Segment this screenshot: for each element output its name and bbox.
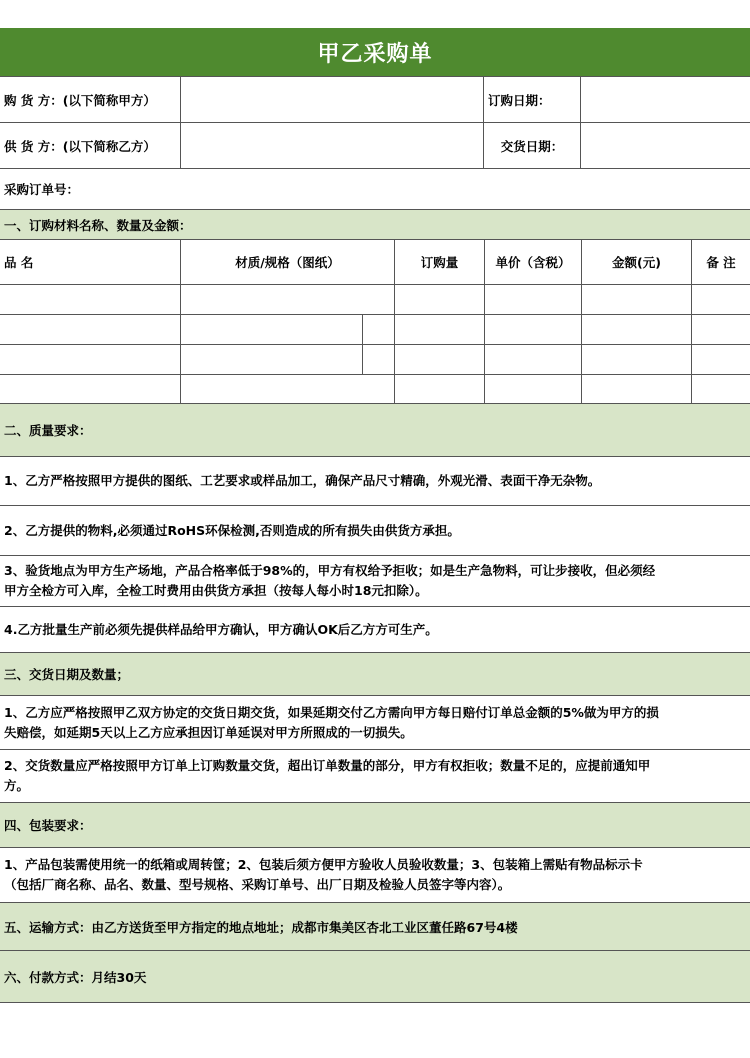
delivery-item-1: 1、乙方应严格按照甲乙双方协定的交货日期交货，如果延期交付乙方需向甲方每日赔付订单总金额的5%做为甲方的损 失赔偿，如延期5天以上乙方应承担因订单延误对甲方所照成的一切损失。 (0, 696, 750, 750)
table-row[interactable] (0, 315, 750, 345)
section-quality-heading: 二、质量要求： (0, 404, 750, 457)
col-product-name: 品 名 (4, 255, 34, 270)
col-remarks: 备 注 (706, 255, 736, 270)
supplier-field[interactable] (181, 123, 483, 168)
quality-item-3: 3、验货地点为甲方生产场地，产品合格率低于98%的，甲方有权给予拒收；如是生产急物料，可让步接收，但必须经 甲方全检方可入库，全检工时费用由供货方承担（按每人每小时18元扣除）。 (0, 556, 750, 607)
quality-item-1: 1、乙方严格按照甲方提供的图纸、工艺要求或样品加工，确保产品尺寸精确，外观光滑、表面干净无杂物。 (0, 457, 750, 506)
order-date-label: 订购日期： (488, 92, 551, 108)
order-date-field[interactable] (581, 77, 750, 122)
page-title: 甲乙采购单 (0, 28, 750, 76)
col-quantity: 订购量 (420, 255, 459, 270)
col-unit-price: 单价（含税） (495, 255, 571, 270)
buyer-label: 购 货 方：(以下简称甲方） (4, 92, 156, 108)
section-payment: 六、付款方式：月结30天 (0, 951, 750, 1003)
delivery-item-2: 2、交货数量应严格按照甲方订单上订购数量交货，超出订单数量的部分，甲方有权拒收；数量不足的，应提前通知甲 方。 (0, 750, 750, 803)
delivery-date-field[interactable] (581, 123, 750, 168)
quality-item-4: 4.乙方批量生产前必须先提供样品给甲方确认，甲方确认OK后乙方方可生产。 (0, 607, 750, 653)
col-amount: 金额(元) (612, 255, 661, 270)
supplier-row (0, 123, 750, 169)
order-no-label: 采购订单号： (4, 182, 80, 197)
section-materials-heading: 一、订购材料名称、数量及金额： (0, 210, 750, 240)
order-no-row (0, 169, 750, 210)
section-packaging-heading: 四、包装要求： (0, 803, 750, 848)
materials-table-header (0, 240, 750, 285)
table-row[interactable] (0, 285, 750, 315)
table-row[interactable] (0, 375, 750, 404)
supplier-label: 供 货 方：(以下简称乙方） (4, 138, 156, 154)
delivery-date-label: 交货日期： (500, 138, 564, 154)
quality-item-2: 2、乙方提供的物料,必须通过RoHS环保检测,否则造成的所有损失由供货方承担。 (0, 506, 750, 556)
table-row[interactable] (0, 345, 750, 375)
section-transport: 五、运输方式：由乙方送货至甲方指定的地点地址；成都市集美区杏北工业区董任路67号4楼 (0, 903, 750, 951)
section-delivery-heading: 三、交货日期及数量； (0, 653, 750, 696)
col-material-spec: 材质/规格（图纸） (235, 255, 340, 270)
order-form (0, 76, 750, 1003)
buyer-row (0, 77, 750, 123)
buyer-field[interactable] (181, 77, 483, 122)
packaging-item-1: 1、产品包装需使用统一的纸箱或周转筐；2、包装后须方便甲方验收人员验收数量；3、包装箱上需贴有物品标示卡 （包括厂商名称、品名、数量、型号规格、采购订单号、出厂日期及检验人员签字等内容）。 (0, 848, 750, 903)
